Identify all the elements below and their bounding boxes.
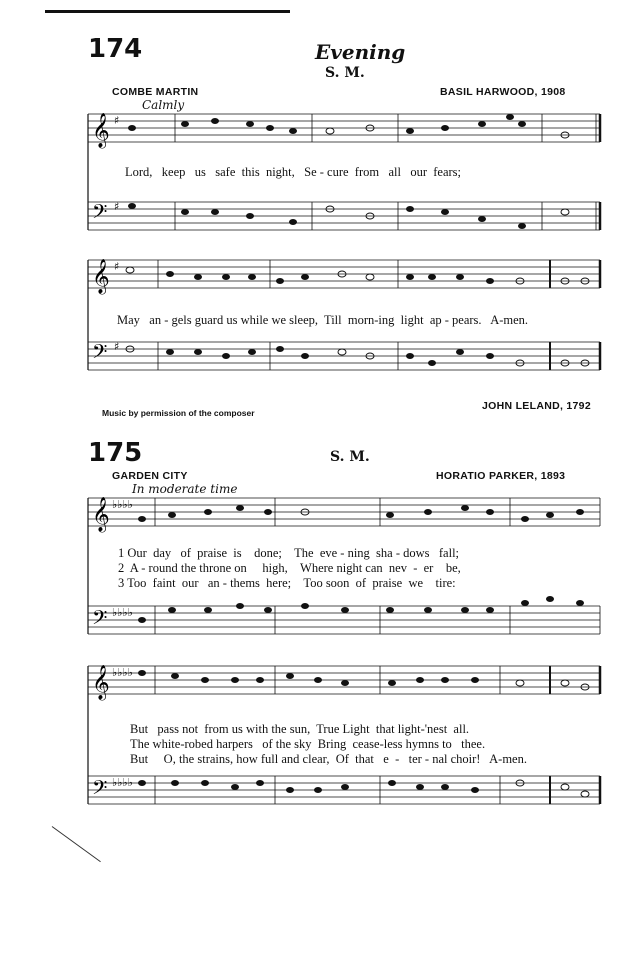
svg-text:𝄞: 𝄞	[92, 113, 110, 148]
svg-text:♭♭♭♭: ♭♭♭♭	[112, 776, 133, 789]
svg-text:𝄞: 𝄞	[92, 497, 110, 532]
hymn-175-refrain-2: The white-robed harpers of the sky Bring cease-less hymns to thee.	[130, 737, 486, 751]
svg-text:♭♭♭♭: ♭♭♭♭	[112, 498, 133, 511]
svg-text:𝄢: 𝄢	[92, 340, 108, 368]
svg-text:𝄢: 𝄢	[92, 776, 108, 804]
svg-text:♯: ♯	[114, 114, 120, 127]
hymn-174-meter: S. M.	[325, 65, 365, 81]
scan-mark	[52, 826, 101, 862]
hymn-174-lyric-line-2: May an - gels guard us while we sleep, Till morn-ing light ap - pears. A-men.	[117, 313, 529, 327]
hymn-174-tempo: Calmly	[142, 98, 185, 112]
hymn-174-tune-name: COMBE MARTIN	[112, 86, 199, 98]
hymn-175-verse-3: 3 Too faint our an - thems here; Too soon of praise we tire:	[118, 576, 456, 590]
section-title: Evening	[315, 40, 406, 64]
svg-text:♯: ♯	[114, 340, 120, 353]
music-permission-note: Music by permission of the composer	[102, 408, 255, 418]
text-author-credit: JOHN LELAND, 1792	[482, 400, 591, 412]
hymn-174-number: 174	[88, 34, 143, 64]
hymn-175-verse-2: 2 A - round the throne on high, Where night can nev - er be,	[118, 561, 461, 575]
hymn-175-refrain-3: But O, the strains, how full and clear, Of that e - ter - nal choir! A-men.	[130, 752, 527, 766]
top-rule	[45, 10, 290, 13]
hymn-174-lyric-line-1: Lord, keep us safe this night, Se - cure from all our fears;	[125, 165, 462, 179]
svg-text:♭♭♭♭: ♭♭♭♭	[112, 666, 133, 679]
hymn-175-refrain-1: But pass not from us with the sun, True Light that light-'nest all.	[130, 722, 470, 736]
hymn-175-tune-name: GARDEN CITY	[112, 470, 188, 482]
svg-text:𝄢: 𝄢	[92, 200, 108, 228]
hymn-174-composer: BASIL HARWOOD, 1908	[440, 86, 566, 98]
hymn-175-number: 175	[88, 438, 143, 468]
hymn-175-tempo: In moderate time	[132, 482, 238, 496]
svg-text:♯: ♯	[114, 200, 120, 213]
svg-text:𝄢: 𝄢	[92, 606, 108, 634]
hymn-175-verse-1: 1 Our day of praise is done; The eve - ning sha - dows fall;	[118, 546, 460, 560]
hymn-175-composer: HORATIO PARKER, 1893	[436, 470, 566, 482]
svg-text:♯: ♯	[114, 260, 120, 273]
svg-text:♭♭♭♭: ♭♭♭♭	[112, 606, 133, 619]
hymn-175-meter: S. M.	[330, 449, 370, 465]
svg-text:𝄞: 𝄞	[92, 259, 110, 294]
svg-text:𝄞: 𝄞	[92, 665, 110, 700]
